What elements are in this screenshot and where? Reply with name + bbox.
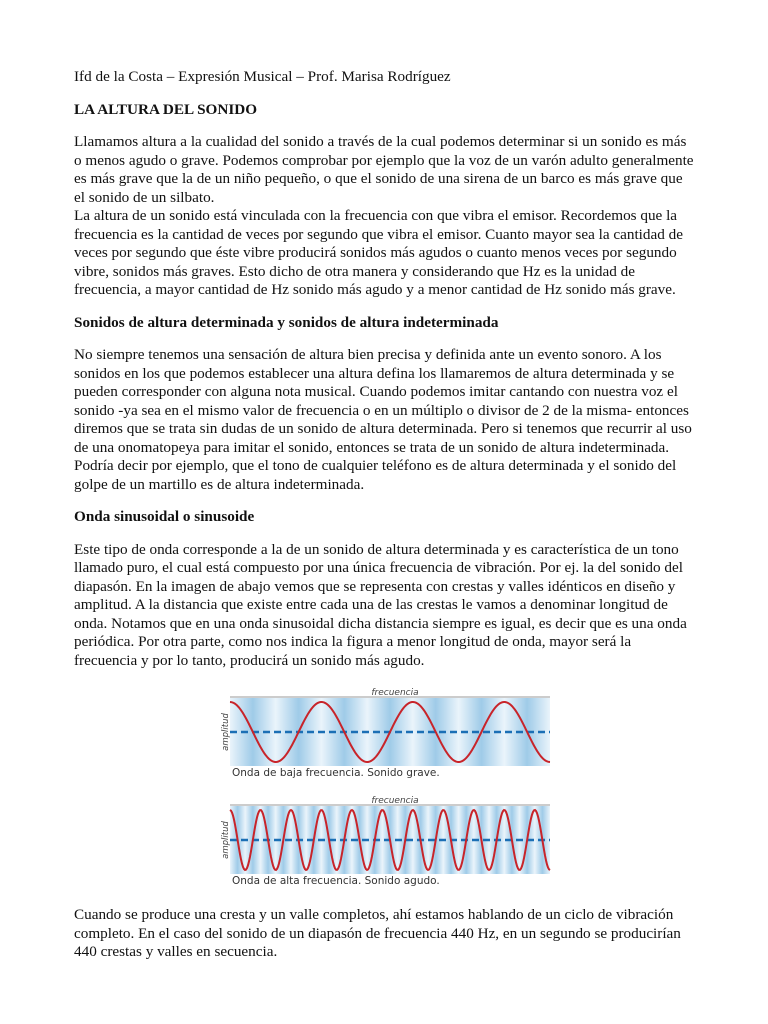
low-frequency-wave-diagram [221,684,550,766]
closing-paragraph: Cuando se produce una cresta y un valle completos, ahí estamos hablando de un ciclo de vibración completo. En el caso del sonido de un diapasón de frecuencia 440 Hz, en un segundo se producirían 440 crestas y valles en secuencia. [74,906,681,960]
amplitude-label: amplitud [221,821,231,859]
amplitude-label: amplitud [221,713,231,751]
low-frequency-figure [221,684,550,780]
high-frequency-wave-diagram [221,792,550,874]
high-frequency-figure [221,792,550,888]
document-page [74,68,696,962]
section-1-paragraph: No siempre tenemos una sensación de altura bien precisa y definida ante un evento sonoro. A los sonidos en los que podemos establecer una altura defina los llamaremos de altura determinada y se pueden corresponder con alguna nota musical. Cuando podemos imitar cantando con nuestra voz el sonido -ya sea en el mismo valor de frecuencia o en un múltiplo o divisor de 2 de la misma- entonces diremos que se trata sin dudas de un sonido de altura determinada. Pero si tenemos que recurrir al uso de una onomatopeya para imitar el sonido, entonces se trata de un sonido de altura indeterminada. Podría decir por ejemplo, que el tono de cualquier teléfono es de altura determinada y el sonido del golpe de un martillo es de altura indeterminada. [74,346,692,493]
section-2-title: Onda sinusoidal o sinusoide [74,508,255,525]
document-header: Ifd de la Costa – Expresión Musical – Prof. Marisa Rodríguez [74,68,451,85]
section-2-paragraph: Este tipo de onda corresponde a la de un sonido de altura determinada y es característica de un tono llamado puro, el cual está compuesto por una única frecuencia de vibración. Por ej. la del sonido del diapasón. En la imagen de abajo vemos que se representa con crestas y valles idénticos en diseño y amplitud. A la distancia que existe entre cada una de las crestas le vamos a denominar longitud de onda. Notamos que en una onda sinusoidal dicha distancia siempre es igual, es decir que es una onda periódica. Por otra parte, como nos indica la figura a menor longitud de onda, mayor será la frecuencia y por lo tanto, producirá un sonido más agudo. [74,540,687,669]
intro-paragraph-1: Llamamos altura a la cualidad del sonido a través de la cual podemos determinar si un sonido es más o menos agudo o grave. Podemos comprobar por ejemplo que la voz de un varón adulto generalmente es más grave que la de un niño pequeño, o que el sonido de una sirena de un barco es más grave que el sonido de un silbato. [74,133,694,206]
section-1-title: Sonidos de altura determinada y sonidos de altura indeterminada [74,313,499,331]
low-frequency-caption: Onda de baja frecuencia. Sonido grave. [232,767,440,779]
high-frequency-caption: Onda de alta frecuencia. Sonido agudo. [232,875,440,887]
frequency-label: frecuencia [371,688,419,698]
intro-section [74,133,696,300]
sine-wave-figure [221,684,550,888]
intro-paragraph-2: La altura de un sonido está vinculada con la frecuencia con que vibra el emisor. Recordemos que la frecuencia es la cantidad de veces por segundo que vibra el emisor. Cuanto mayor sea la cantidad de veces por segundo que éste vibre producirá sonidos más agudos o cuanto menos veces por segundo vibre, sonidos más graves. Esto dicho de otra manera y considerando que Hz es la unidad de frecuencia, a mayor cantidad de Hz sonido más agudo y a menor cantidad de Hz sonido más grave. [74,207,683,298]
document-title: LA ALTURA DEL SONIDO [74,100,258,118]
frequency-label: frecuencia [371,796,419,806]
